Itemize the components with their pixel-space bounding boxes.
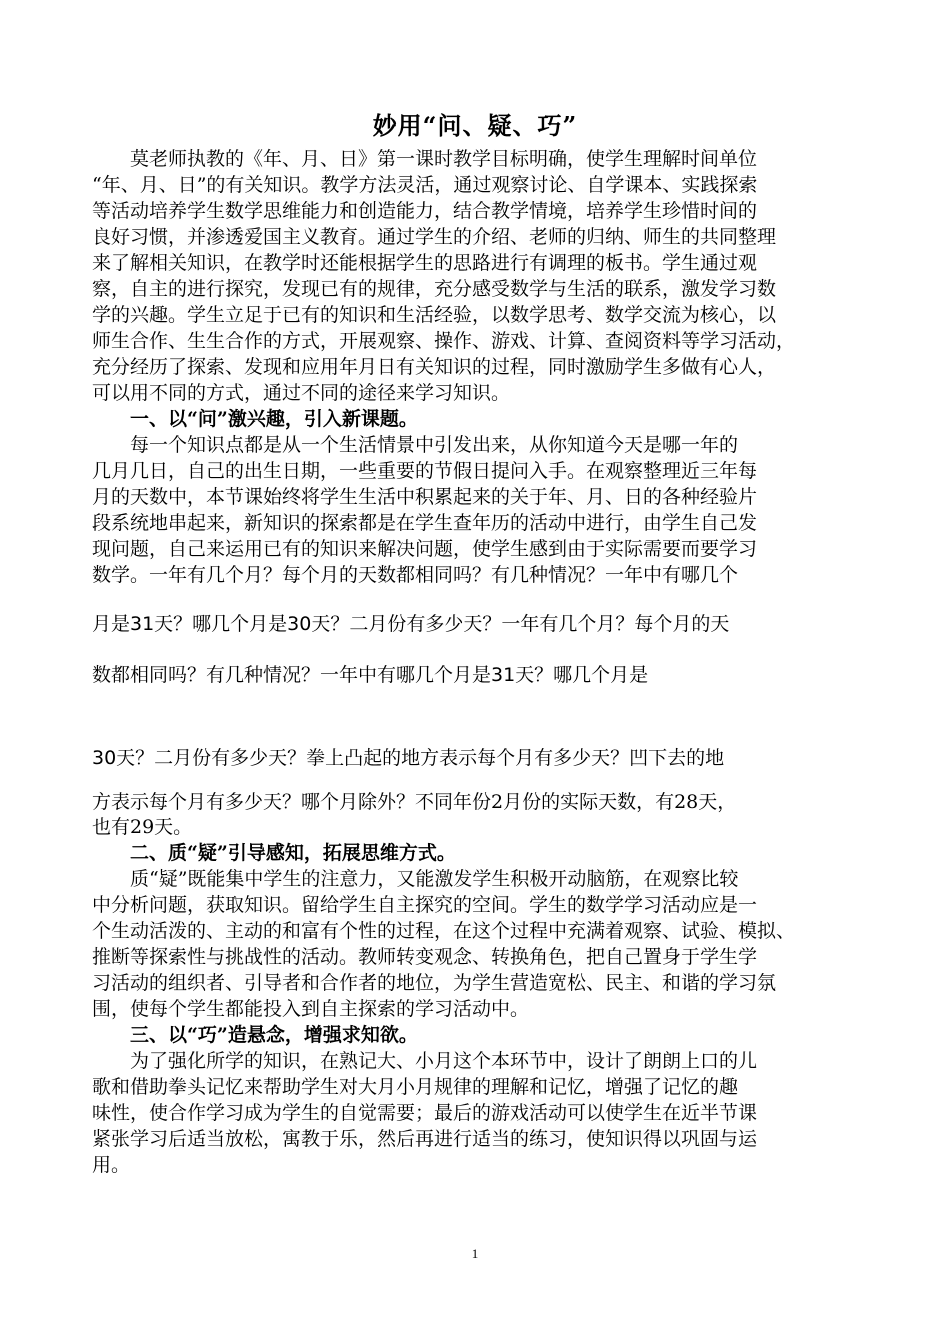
section-heading-1: 一、以“问”激兴趣，引入新课题。 xyxy=(92,408,418,430)
paragraph-3-line: 歌和借助拳头记忆来帮助学生对大月小月规律的理解和记忆，增强了记忆的趣 xyxy=(92,1076,739,1098)
paragraph-1-line: 也有29天。 xyxy=(92,816,193,838)
document-title: 妙用“问、疑、巧” xyxy=(372,111,578,140)
paragraph-2-line: 推断等探索性与挑战性的活动。教师转变观念、转换角色，把自己置身于学生学 xyxy=(92,946,758,968)
paragraph-2-line: 围，使每个学生都能投入到自主探索的学习活动中。 xyxy=(92,998,530,1020)
intro-line: 来了解相关知识，在教学时还能根据学生的思路进行有调理的板书。学生通过观 xyxy=(92,252,758,274)
paragraph-1-line: 月的天数中，本节课始终将学生生活中积累起来的关于年、月、日的各种经验片 xyxy=(92,486,758,508)
paragraph-2-line: 个生动活泼的、主动的和富有个性的过程，在这个过程中充满着观察、试验、模拟、 xyxy=(92,920,796,942)
paragraph-3-line: 用。 xyxy=(92,1154,131,1176)
intro-line: 良好习惯，并渗透爱国主义教育。通过学生的介绍、老师的归纳、师生的共同整理 xyxy=(92,226,777,248)
page-number: 1 xyxy=(471,1246,479,1261)
paragraph-3-line: 为了强化所学的知识，在熟记大、小月这个本环节中，设计了朗朗上口的儿 xyxy=(92,1050,758,1072)
intro-line: 察，自主的进行探究，发现已有的规律，充分感受数学与生活的联系，激发学习数 xyxy=(92,278,777,300)
paragraph-3-line: 味性，使合作学习成为学生的自觉需要；最后的游戏活动可以使学生在近半节课 xyxy=(92,1102,758,1124)
section-heading-2: 二、质“疑”引导感知，拓展思维方式。 xyxy=(92,842,456,864)
paragraph-1-line: 现问题，自己来运用已有的知识来解决问题，使学生感到由于实际需要而要学习 xyxy=(92,538,758,560)
intro-line: 莫老师执教的《年、月、日》第一课时教学目标明确，使学生理解时间单位 xyxy=(92,148,758,170)
intro-line: 师生合作、生生合作的方式，开展观察、操作、游戏、计算、查阅资料等学习活动， xyxy=(92,330,796,352)
paragraph-1-line: 30天？二月份有多少天？拳上凸起的地方表示每个月有多少天？凹下去的地 xyxy=(92,747,725,769)
paragraph-2-line: 习活动的组织者、引导者和合作者的地位，为学生营造宽松、民主、和谐的学习氛 xyxy=(92,972,777,994)
paragraph-1-line: 数都相同吗？有几种情况？一年中有哪几个月是31天？哪几个月是 xyxy=(92,664,649,686)
paragraph-1-line: 数学。一年有几个月？每个月的天数都相同吗？有几种情况？一年中有哪几个 xyxy=(92,564,739,586)
paragraph-1-line: 段系统地串起来，新知识的探索都是在学生查年历的活动中进行，由学生自己发 xyxy=(92,512,758,534)
paragraph-1-line: 每一个知识点都是从一个生活情景中引发出来，从你知道今天是哪一年的 xyxy=(92,434,739,456)
intro-line: “年、月、日”的有关知识。教学方法灵活，通过观察讨论、自学课本、实践探索 xyxy=(92,174,758,196)
paragraph-3-line: 紧张学习后适当放松，寓教于乐，然后再进行适当的练习，使知识得以巩固与运 xyxy=(92,1128,758,1150)
paragraph-1-line: 几月几日，自己的出生日期，一些重要的节假日提问入手。在观察整理近三年每 xyxy=(92,460,758,482)
paragraph-2-line: 质“疑”既能集中学生的注意力，又能激发学生积极开动脑筋，在观察比较 xyxy=(92,868,739,890)
intro-line: 可以用不同的方式，通过不同的途径来学习知识。 xyxy=(92,382,511,404)
paragraph-1-line: 方表示每个月有多少天？哪个月除外？不同年份2月份的实际天数，有28天， xyxy=(92,791,737,813)
section-heading-3: 三、以“巧”造悬念，增强求知欲。 xyxy=(92,1024,418,1046)
intro-line: 学的兴趣。学生立足于已有的知识和生活经验，以数学思考、数学交流为核心，以 xyxy=(92,304,777,326)
paragraph-2-line: 中分析问题，获取知识。留给学生自主探究的空间。学生的数学学习活动应是一 xyxy=(92,894,758,916)
intro-line: 充分经历了探索、发现和应用年月日有关知识的过程，同时激励学生多做有心人， xyxy=(92,356,777,378)
intro-line: 等活动培养学生数学思维能力和创造能力，结合教学情境，培养学生珍惜时间的 xyxy=(92,200,758,222)
paragraph-1-line: 月是31天？哪几个月是30天？二月份有多少天？一年有几个月？每个月的天 xyxy=(92,613,730,635)
